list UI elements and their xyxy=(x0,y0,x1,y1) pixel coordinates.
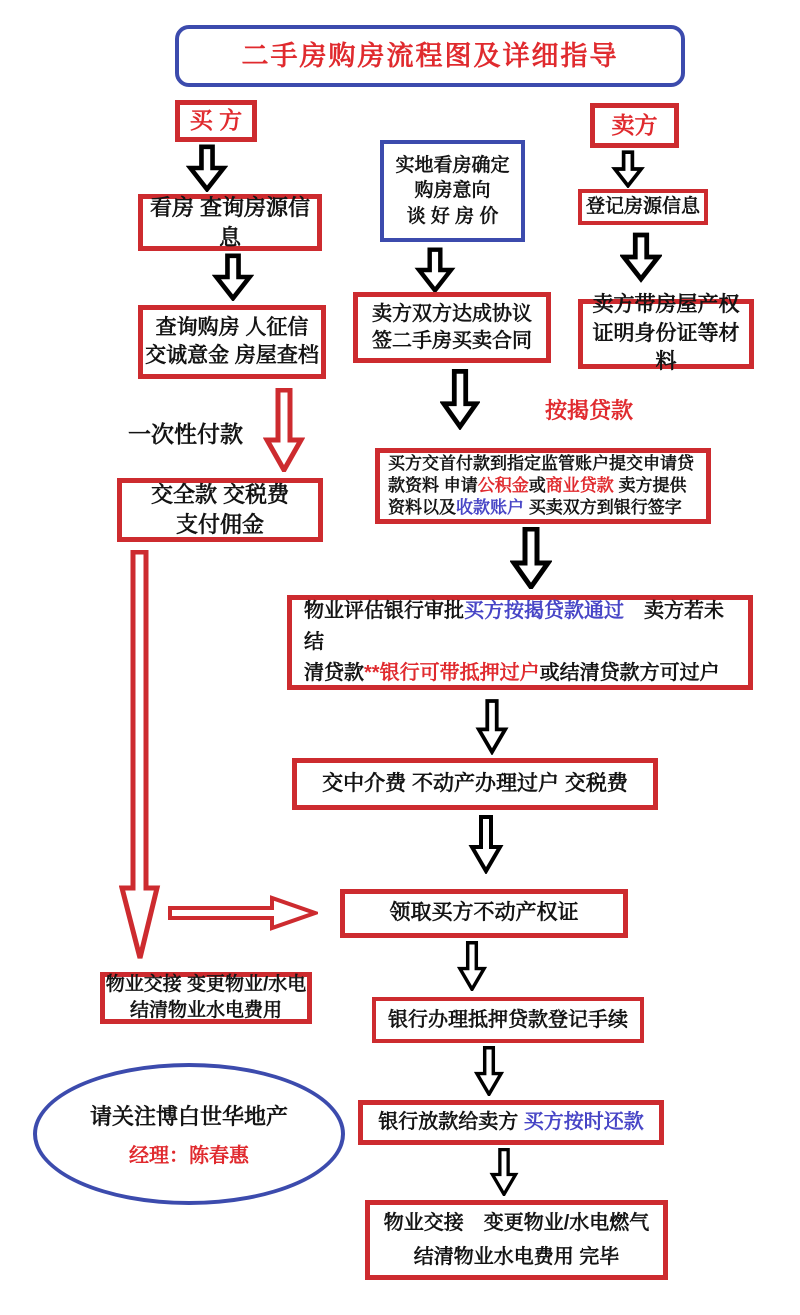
final-handover-line1: 物业交接 变更物业/水电燃气 xyxy=(383,1212,650,1234)
arrow-down-icon xyxy=(510,527,552,589)
seller-box xyxy=(590,103,679,148)
agent-fee-label: 交中介费 不动产办理过户 交税费 xyxy=(322,771,628,795)
listing-label: 登记房源信息 xyxy=(585,196,700,218)
promo-line1: 请关注博白世华地产 xyxy=(89,1104,288,1129)
seller-label: 卖方 xyxy=(611,111,658,138)
site-visit-line3: 谈 好 房 价 xyxy=(406,205,499,227)
final-handover-box xyxy=(365,1200,668,1280)
arrow-down-icon xyxy=(468,814,504,874)
promo-ellipse xyxy=(33,1063,345,1205)
arrow-down-icon xyxy=(487,1148,521,1196)
loan-line2: 款资料 申请公积金或商业贷款 卖方提供 xyxy=(388,475,687,495)
certificate-box xyxy=(340,889,628,938)
final-handover-line2: 结清物业水电费用 完毕 xyxy=(413,1246,620,1268)
site-visit-box xyxy=(380,140,525,242)
documents-box xyxy=(578,293,754,374)
viewing-label: 看房 查询房源信息 xyxy=(149,194,311,250)
credit-check-line1: 查询购房 人征信 xyxy=(155,315,309,339)
promo-line2: 经理：陈春惠 xyxy=(129,1145,249,1167)
mortgage-registration-label: 银行办理抵押贷款登记手续 xyxy=(388,1008,628,1031)
agreement-line1: 卖方双方达成协议 xyxy=(372,302,532,325)
agent-fee-box xyxy=(292,758,658,810)
site-visit-line2: 购房意向 xyxy=(414,180,491,202)
full-payment-line2: 支付佣金 xyxy=(175,512,264,537)
agreement-line2: 签二手房买卖合同 xyxy=(372,329,532,352)
arrow-down-icon xyxy=(414,247,456,293)
full-payment-box xyxy=(117,478,323,542)
evaluation-box xyxy=(287,595,753,690)
credit-check-line2: 交诚意金 房屋查档 xyxy=(145,344,319,367)
mortgage-loan-label: 按揭贷款 xyxy=(545,398,634,423)
certificate-label: 领取买方不动产权证 xyxy=(389,901,579,925)
disbursement-label: 银行放款给卖方 买方按时还款 xyxy=(378,1111,644,1133)
credit-check-box xyxy=(138,305,326,379)
viewing-box xyxy=(138,194,322,251)
arrow-down-icon xyxy=(455,941,489,991)
handover-left-box xyxy=(100,972,312,1024)
disbursement-box xyxy=(358,1100,664,1145)
arrow-down-icon xyxy=(620,231,662,283)
loan-application-box xyxy=(375,448,711,524)
arrow-down-icon xyxy=(440,368,480,430)
agreement-box xyxy=(353,292,551,363)
mortgage-registration-box xyxy=(372,997,644,1043)
site-visit-line1: 实地看房确定 xyxy=(395,154,510,176)
evaluation-line2: 清贷款**银行可带抵押过户或结清贷款方可过户 xyxy=(304,662,720,684)
documents-line2: 证明身份证等材料 xyxy=(592,321,740,374)
full-payment-line1: 交全款 交税费 xyxy=(150,482,290,508)
buyer-box xyxy=(175,100,257,142)
arrow-down-icon xyxy=(475,698,509,755)
arrow-down-icon xyxy=(119,550,161,960)
arrow-down-icon xyxy=(263,388,305,472)
arrow-down-icon xyxy=(212,253,254,301)
arrow-down-icon xyxy=(186,144,228,192)
buyer-label: 买 方 xyxy=(189,107,243,134)
loan-line1: 买方交首付款到指定监管账户提交申请贷 xyxy=(388,453,694,473)
arrow-down-icon xyxy=(472,1046,506,1096)
evaluation-line1: 物业评估银行审批买方按揭贷款通过 卖方若未结 xyxy=(304,600,724,653)
loan-line3: 资料以及收款账户 买卖双方到银行签字 xyxy=(388,498,682,518)
page-title: 二手房购房流程图及详细指导 xyxy=(241,40,619,71)
listing-box xyxy=(578,189,708,225)
arrow-down-icon xyxy=(608,150,648,188)
title-box xyxy=(175,25,685,87)
documents-line1: 卖方带房屋产权 xyxy=(592,293,740,317)
handover-left-line1: 物业交接 变更物业/水电 xyxy=(105,974,307,996)
one-time-payment-label: 一次性付款 xyxy=(128,421,243,447)
arrow-right-icon xyxy=(168,895,318,931)
handover-left-line2: 结清物业水电费用 xyxy=(129,1000,282,1021)
